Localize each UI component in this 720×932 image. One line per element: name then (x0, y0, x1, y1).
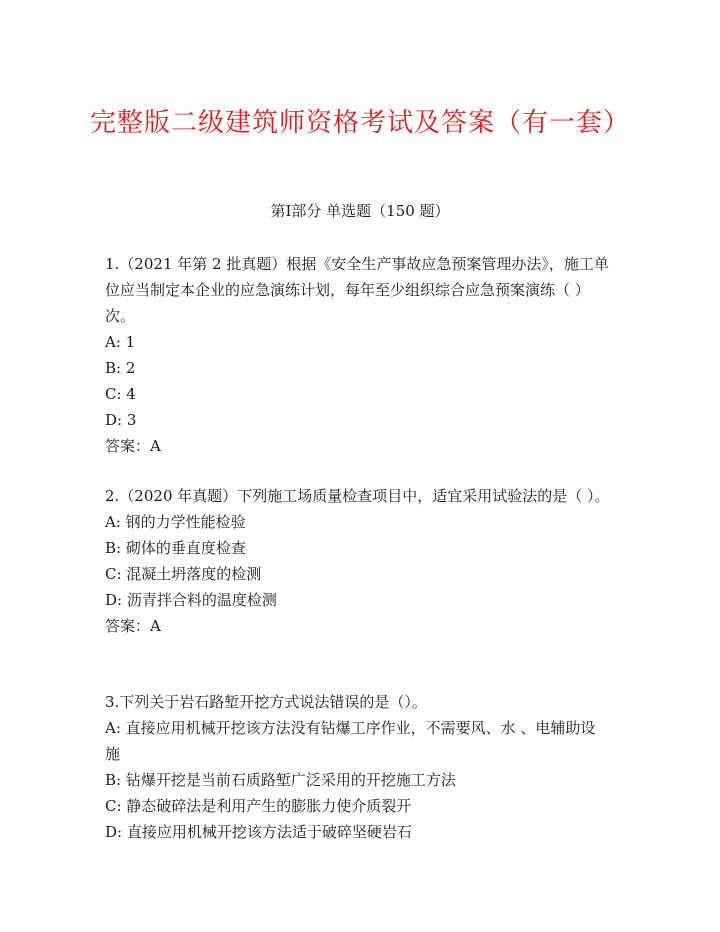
section-heading: 第Ⅰ部分 单选题（150 题） (270, 202, 450, 220)
question-stem: 1.（2021 年第 2 批真题）根据《安全生产事故应急预案管理办法》，施工单位应当制定本企业的应急演练计划，每年至少组织综合应急预案演练（ ）次。 (105, 255, 609, 325)
question-2 (105, 483, 610, 639)
option-c: C: 4 (105, 385, 136, 403)
question-stem: 2.（2020 年真题）下列施工场质量检查项目中，适宜采用试验法的是（ ）。 (105, 487, 610, 505)
option-b: B: 2 (105, 359, 136, 377)
question-1 (105, 251, 610, 459)
answer-line: 答案：A (105, 437, 161, 455)
option-b: B: 钻爆开挖是当前石质路堑广泛采用的开挖施工方法 (105, 771, 456, 789)
answer-line: 答案：A (105, 617, 161, 635)
option-c: C: 混凝土坍落度的检测 (105, 565, 262, 583)
option-d: D: 3 (105, 411, 137, 429)
option-a: A: 直接应用机械开挖该方法没有钻爆工序作业，不需要风、水 、电辅助设施 (105, 719, 596, 763)
option-d: D: 直接应用机械开挖该方法适于破碎坚硬岩石 (105, 823, 412, 841)
document-title: 完整版二级建筑师资格考试及答案（有一套） (89, 108, 630, 138)
question-stem: 3.下列关于岩石路堑开挖方式说法错误的是（）。 (105, 693, 427, 711)
option-a: A: 1 (105, 333, 136, 351)
option-b: B: 砌体的垂直度检查 (105, 539, 246, 557)
option-d: D: 沥青拌合料的温度检测 (105, 591, 277, 609)
question-3 (105, 689, 610, 845)
option-c: C: 静态破碎法是利用产生的膨胀力使介质裂开 (105, 797, 412, 815)
option-a: A: 钢的力学性能检验 (105, 513, 246, 531)
